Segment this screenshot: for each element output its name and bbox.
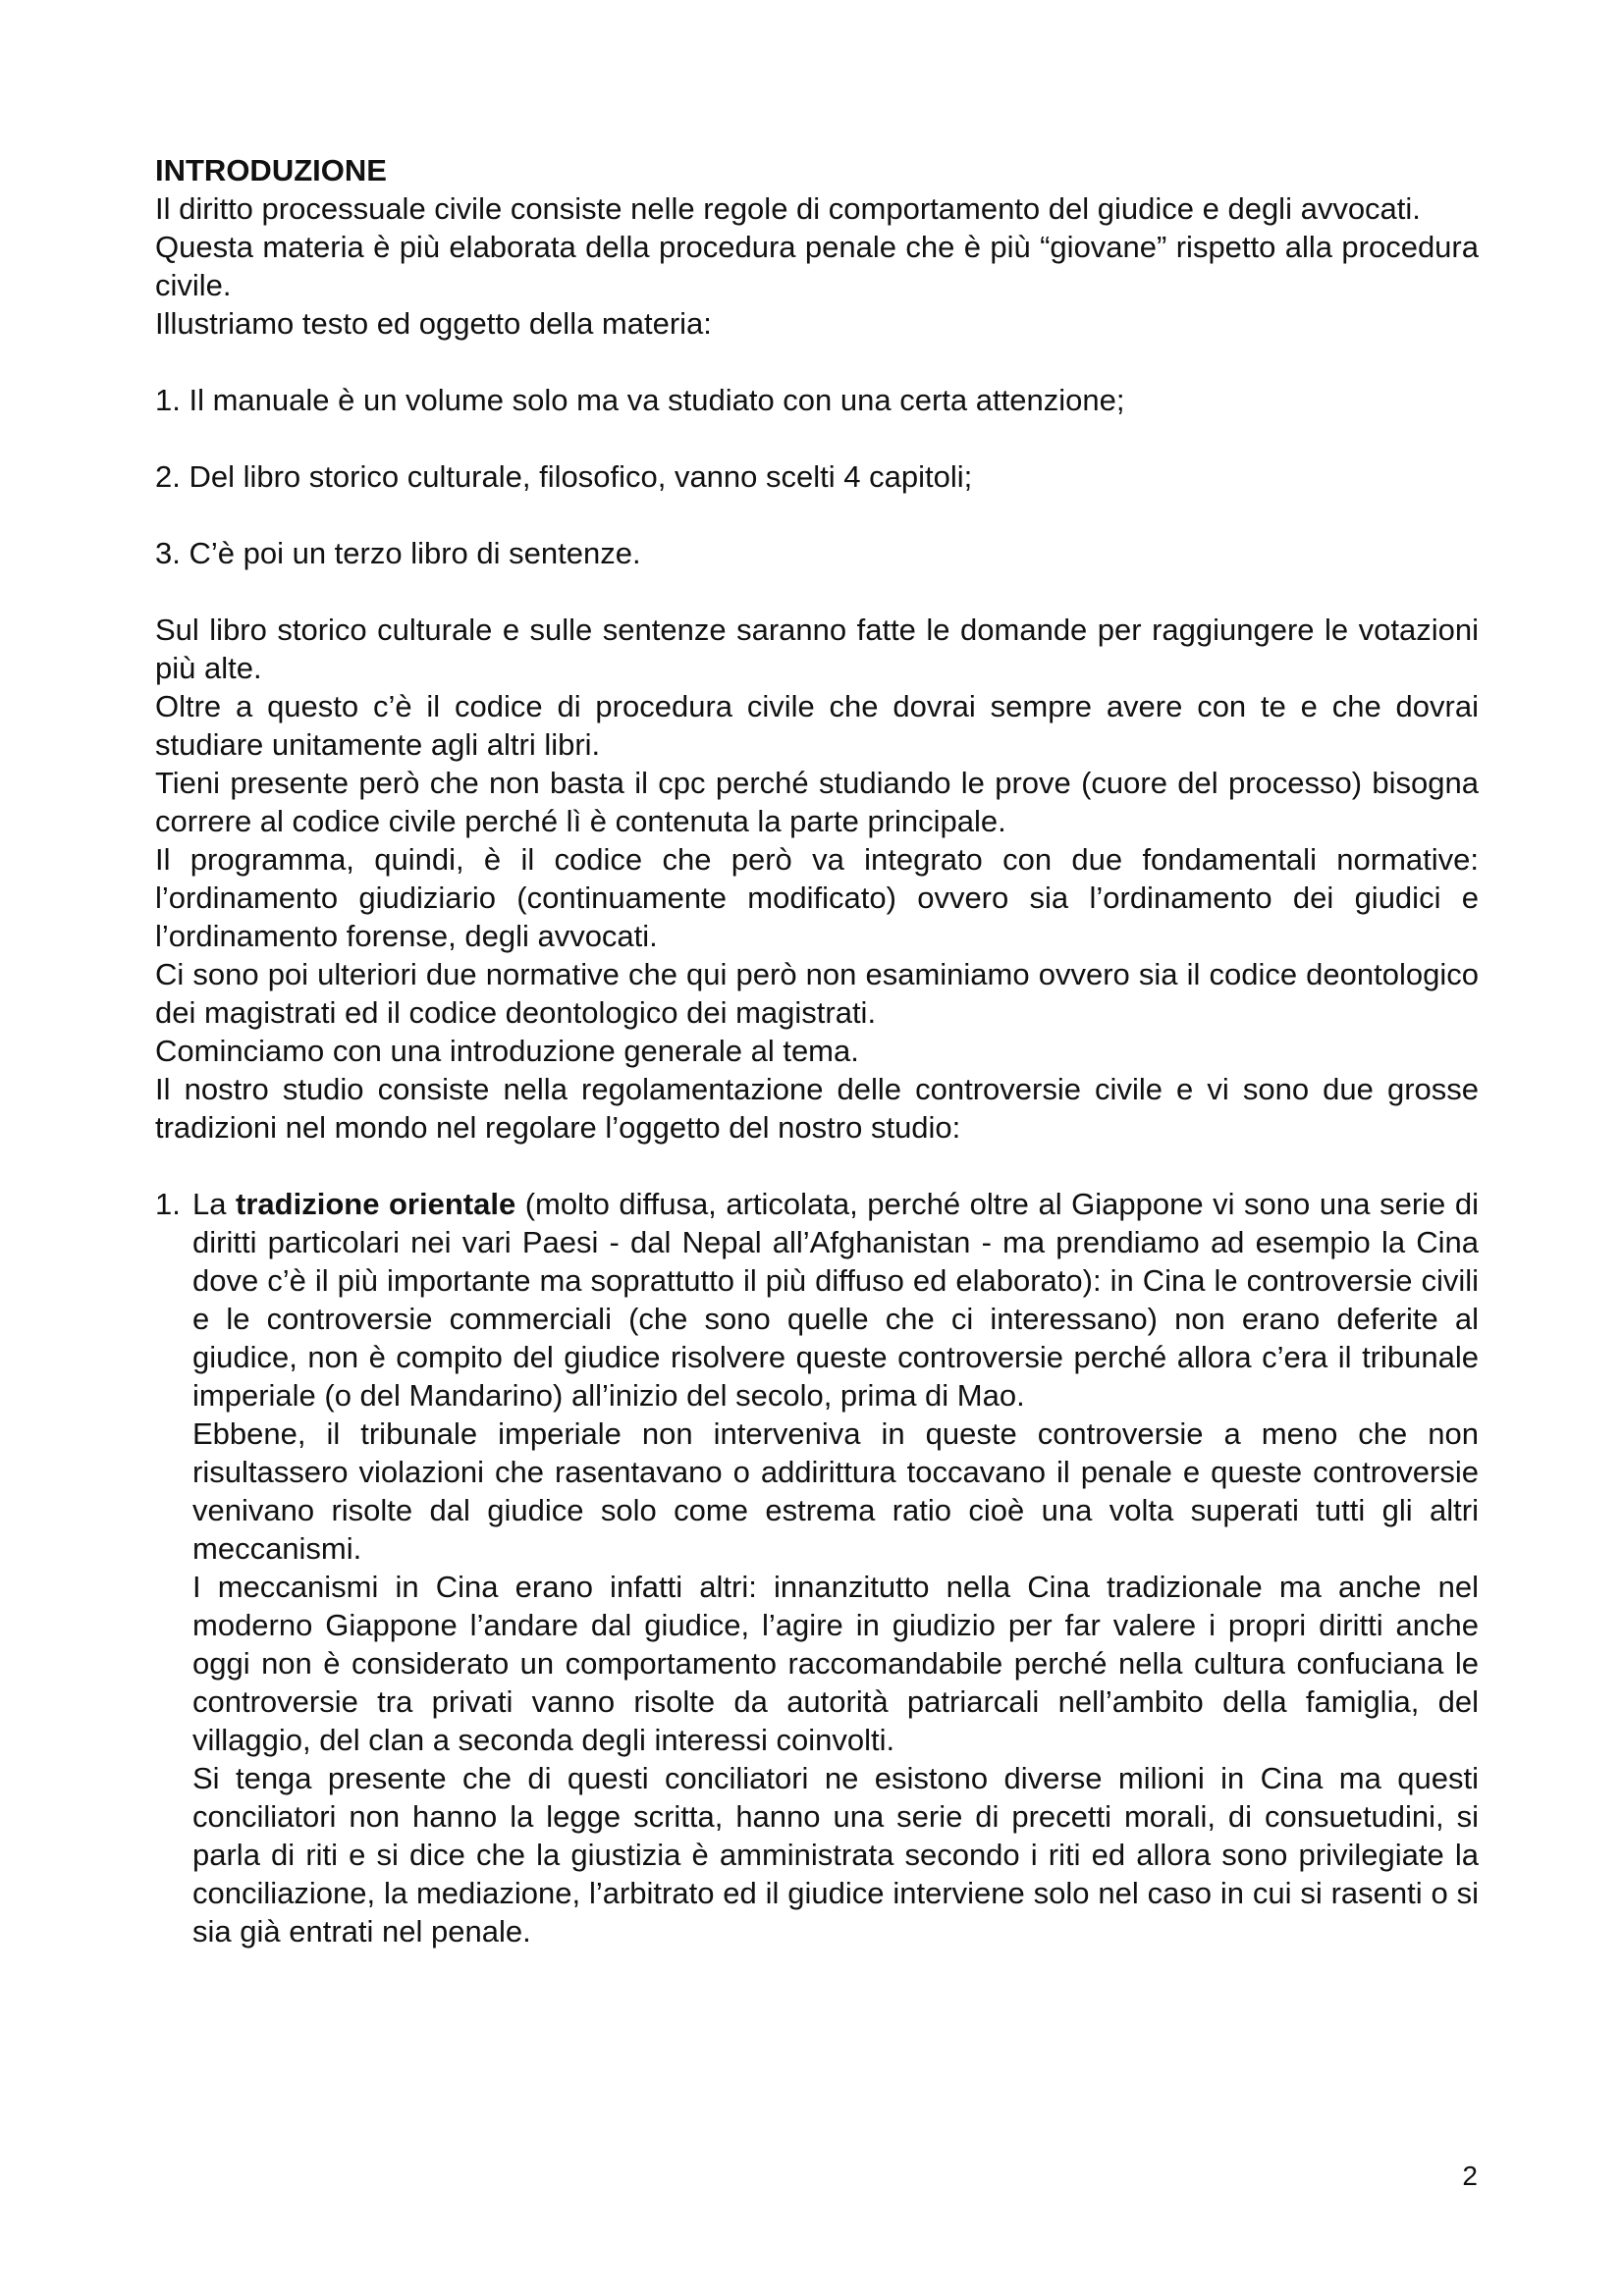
spacer xyxy=(155,343,1479,381)
list-paragraph: I meccanismi in Cina erano infatti altri: innanzitutto nella Cina tradizionale ma anche nel moderno Giappone l’andare dal giudice, l’agire in giudizio per far valere i propri diritti anche oggi non è considerato un comportamento raccomandabile perché nella cultura confuciana le controversie tra privati vanno risolte da autorità patriarcali nell’ambito della famiglia, del villaggio, del clan a seconda degli interessi coinvolti. xyxy=(192,1570,1479,1757)
spacer xyxy=(155,496,1479,534)
body-paragraph: Ci sono poi ulteriori due normative che qui però non esaminiamo ovvero sia il codice deontologico dei magistrati ed il codice deontologico dei magistrati. xyxy=(155,957,1479,1030)
list-item-oriental-tradition xyxy=(155,1185,1479,1415)
intro-paragraph: Il diritto processuale civile consiste nelle regole di comportamento del giudice e degli avvocati. xyxy=(155,191,1421,226)
body-paragraph: Oltre a questo c’è il codice di procedura civile che dovrai sempre avere con te e che dovrai studiare unitamente agli altri libri. xyxy=(155,689,1479,762)
list-bold-term: tradizione orientale xyxy=(236,1187,516,1221)
numbered-item: 3. C’è poi un terzo libro di sentenze. xyxy=(155,536,641,570)
list-lead-text: La xyxy=(192,1187,227,1221)
numbered-item: 1. Il manuale è un volume solo ma va studiato con una certa attenzione; xyxy=(155,383,1125,417)
body-paragraph: Tieni presente però che non basta il cpc perché studiando le prove (cuore del processo) bisogna correre al codice civile perché lì è contenuta la parte principale. xyxy=(155,766,1479,838)
intro-paragraph: Illustriamo testo ed oggetto della materia: xyxy=(155,306,712,341)
intro-paragraph: Questa materia è più elaborata della procedura penale che è più “giovane” rispetto alla procedura civile. xyxy=(155,230,1479,302)
body-paragraph: Cominciamo con una introduzione generale al tema. xyxy=(155,1034,859,1068)
list-paragraph: Si tenga presente che di questi conciliatori ne esistono diverse milioni in Cina ma questi conciliatori non hanno la legge scritta, hanno una serie di precetti morali, di consuetudini, si parla di riti e si dice che la giustizia è amministrata secondo i riti ed allora sono privilegiate la conciliazione, la mediazione, l’arbitrato ed il giudice interviene solo nel caso in cui si rasenti o si sia già entrati nel penale. xyxy=(192,1761,1479,1949)
body-paragraph: Il nostro studio consiste nella regolamentazione delle controversie civile e vi sono due grosse tradizioni nel mondo nel regolare l’oggetto del nostro studio: xyxy=(155,1072,1479,1145)
spacer xyxy=(155,419,1479,457)
body-paragraph: Sul libro storico culturale e sulle sentenze saranno fatte le domande per raggiungere le votazioni più alte. xyxy=(155,613,1479,685)
spacer xyxy=(155,1147,1479,1185)
spacer xyxy=(155,572,1479,611)
page-number: 2 xyxy=(1462,2161,1478,2191)
section-title: INTRODUZIONE xyxy=(155,153,387,187)
body-paragraph: Il programma, quindi, è il codice che però va integrato con due fondamentali normative: l’ordinamento giudiziario (continuamente modificato) ovvero sia l’ordinamento dei giudici e l’ordinamento forense, degli avvocati. xyxy=(155,842,1479,953)
list-body-text: (molto diffusa, articolata, perché oltre al Giappone vi sono una serie di diritti particolari nei vari Paesi - dal Nepal all’Afghanistan - ma prendiamo ad esempio la Cina dove c’è il più importante ma soprattutto il più diffuso ed elaborato): in Cina le controversie civili e le controversie commerciali (che sono quelle che ci interessano) non erano deferite al giudice, non è compito del giudice risolvere queste controversie perché allora c’era il tribunale imperiale (o del Mandarino) all’inizio del secolo, prima di Mao. xyxy=(192,1187,1479,1413)
numbered-item: 2. Del libro storico culturale, filosofico, vanno scelti 4 capitoli; xyxy=(155,459,973,494)
document-page xyxy=(155,151,1479,1950)
list-paragraph: Ebbene, il tribunale imperiale non interveniva in queste controversie a meno che non risultassero violazioni che rasentavano o addirittura toccavano il penale e queste controversie venivano risolte dal giudice solo come estrema ratio cioè una volta superati tutti gli altri meccanismi. xyxy=(192,1416,1479,1566)
list-marker: 1. xyxy=(155,1187,181,1221)
